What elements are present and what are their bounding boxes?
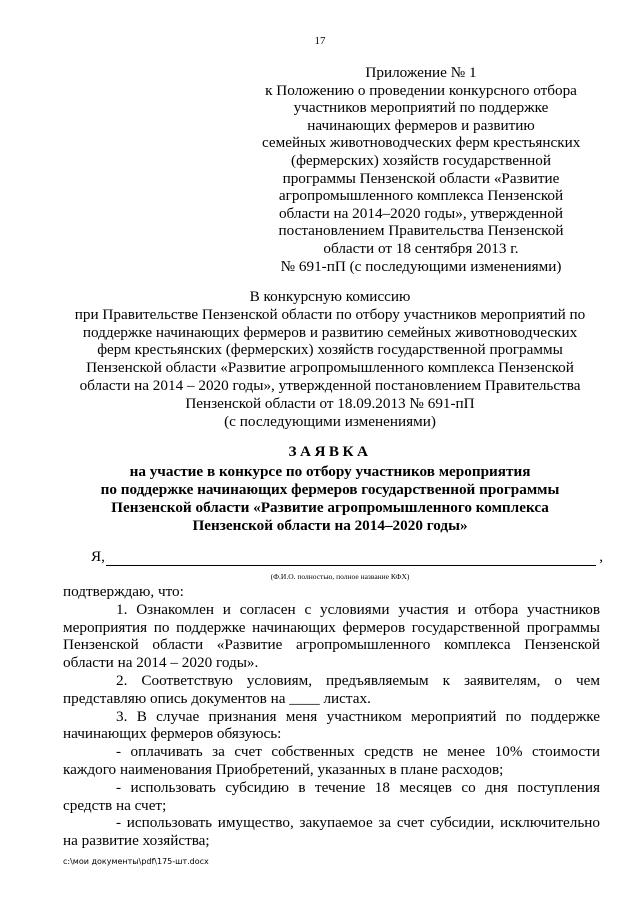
appendix-line: программы Пензенской области «Развитие xyxy=(282,169,560,187)
appendix-line: начинающих фермеров и развитию xyxy=(307,116,535,134)
addressee-line: (с последующими изменениями) xyxy=(224,412,436,430)
clause-3: 3. В случае признания меня участником мероприятий по поддержке начинающих фермеров обязуюсь: xyxy=(63,707,600,743)
title-line: на участие в конкурсе по отбору участников мероприятия xyxy=(129,463,531,480)
page-number: 17 xyxy=(314,35,326,47)
title-line: Пензенской области «Развитие агропромышленного комплекса xyxy=(111,499,549,516)
obligation-1: - оплачивать за счет собственных средств не менее 10% стоимости каждого наименования Приобретений, указанных в плане расходов; xyxy=(63,743,600,778)
file-path-footer: c:\мои документы\pdf\175-шт.docx xyxy=(63,857,209,866)
appendix-line: к Положению о проведении конкурсного отбора xyxy=(265,81,577,99)
obligation-2: - использовать субсидию в течение 18 месяцев со дня поступления средств на счет; xyxy=(63,778,600,814)
appendix-line: № 691-пП (с последующими изменениями) xyxy=(280,257,562,275)
addressee-line: Пензенской области от 18.09.2013 № 691-пП xyxy=(185,394,475,412)
appendix-header xyxy=(262,64,580,275)
clause-1: 1. Ознакомлен и согласен с условиями участия и отбора участников мероприятия по поддержке начинающих фермеров государственной программы Пензенской области «Развитие агропромышленного комплекса Пензенской области на 2014 – 2020 годы». xyxy=(63,600,600,672)
applicant-prefix: Я, xyxy=(91,548,105,565)
appendix-line: постановлением Правительства Пензенской xyxy=(278,222,564,240)
addressee-line: поддержке начинающих фермеров и развитию семейных животноводческих xyxy=(82,323,578,341)
title-heading: ЗАЯВКА xyxy=(288,443,372,460)
title-line: Пензенской области на 2014–2020 годы» xyxy=(192,517,468,534)
confirm-line: подтверждаю, что: xyxy=(63,583,184,600)
appendix-line: Приложение № 1 xyxy=(365,64,477,81)
appendix-line: области на 2014–2020 годы», утвержденной xyxy=(278,204,564,222)
application-title xyxy=(50,443,610,535)
appendix-line: участников мероприятий по поддержке xyxy=(293,99,549,117)
applicant-name-blank[interactable] xyxy=(106,548,596,566)
appendix-line: (фермерских) хозяйств государственной xyxy=(291,151,551,169)
addressee-line: ферм крестьянских (фермерских) хозяйств государственной программы xyxy=(97,341,563,359)
addressee-line: В конкурсную комиссию xyxy=(249,288,411,305)
title-line: по поддержке начинающих фермеров государственной программы xyxy=(100,481,560,498)
applicant-name-line xyxy=(91,548,606,570)
addressee-line: Пензенской области «Развитие агропромышленного комплекса Пензенской xyxy=(86,359,574,377)
obligation-3: - использовать имущество, закупаемое за счет субсидии, исключительно на развитие хозяйства; xyxy=(63,814,600,850)
addressee-line: при Правительстве Пензенской области по отбору участников мероприятий по xyxy=(74,305,586,323)
appendix-line: семейных животноводческих ферм крестьянских xyxy=(262,134,581,152)
appendix-line: агропромышленного комплекса Пензенской xyxy=(278,187,564,205)
application-body xyxy=(63,583,600,850)
applicant-suffix: , xyxy=(599,548,603,565)
appendix-line: области от 18 сентября 2013 г. xyxy=(323,239,519,257)
clause-2: 2. Соответствую условиям, предъявляемым к заявителям, о чем представляю опись документов на ____ листах. xyxy=(63,671,600,707)
addressee-block xyxy=(50,288,610,430)
applicant-caption: (Ф.И.О. полностью, полное название КФХ) xyxy=(270,572,410,581)
addressee-line: области на 2014 – 2020 годы», утвержденной постановлением Правительства xyxy=(79,376,581,394)
